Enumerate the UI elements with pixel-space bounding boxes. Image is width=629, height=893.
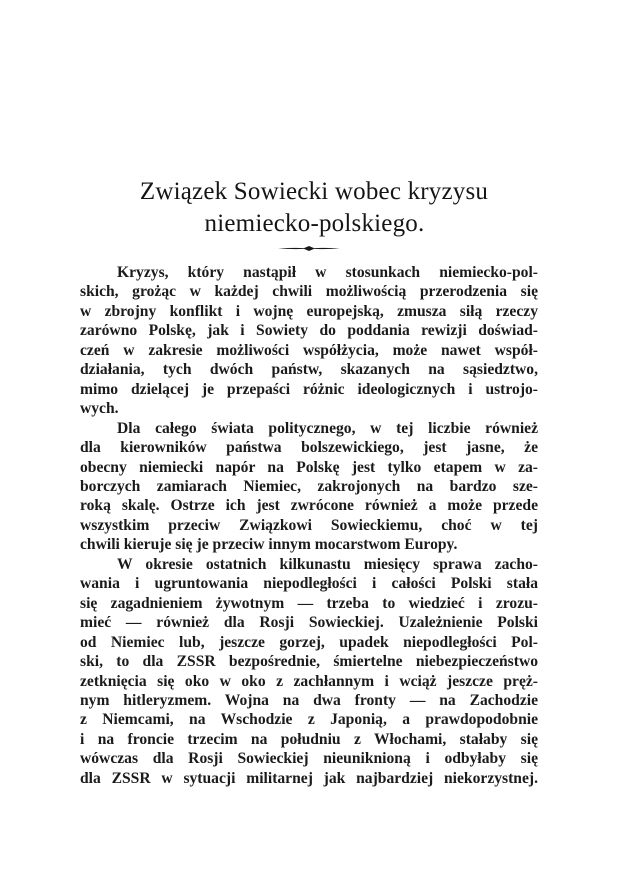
text-line: mimo dzielącej je przepaści różnic ideologicznych i ustrojo- xyxy=(80,380,538,398)
text-line: ski, to dla ZSSR bezpośrednie, śmiertelne niebezpieczeństwo xyxy=(80,653,538,671)
text-line: wówczas dla Rosji Sowieckiej nieuniknioną i odbyłaby się xyxy=(80,750,538,768)
text-line: wania i ugruntowania niepodległości i całości Polski stała xyxy=(80,575,538,593)
text-line: wszystkim przeciw Związkowi Sowieckiemu, choć w tej xyxy=(80,516,538,534)
text-line: skich, grożąc w każdej chwili możliwością przerodzenia się xyxy=(80,283,538,301)
text-line: obecny niemiecki napór na Polskę jest tylko etapem w za- xyxy=(80,458,538,476)
text-line: Kryzys, który nastąpił w stosunkach niemiecko-pol- xyxy=(117,264,538,281)
text-line: wych. xyxy=(80,400,119,418)
body-text xyxy=(80,263,538,788)
text-line: w zbrojny konflikt i wojnę europejską, zmusza siłą rzeczy xyxy=(80,302,538,320)
text-line: W okresie ostatnich kilkunastu miesięcy sprawa zacho- xyxy=(117,555,538,573)
text-line: mieć — również dla Rosji Sowieckiej. Uzależnienie Polski xyxy=(80,614,538,632)
text-line: roką skalę. Ostrze ich jest zwrócone również a może przede xyxy=(80,497,538,515)
text-line: się zagadnieniem żywotnym — trzeba to wiedzieć i zrozu- xyxy=(80,594,538,612)
text-line: z Niemcami, na Wschodzie z Japonią, a prawdopodobnie xyxy=(80,711,538,729)
text-line: od Niemiec lub, jeszcze gorzej, upadek niepodległości Pol- xyxy=(80,633,538,651)
text-line: czeń w zakresie możliwości współżycia, może nawet współ- xyxy=(80,341,538,359)
text-line: Dla całego świata politycznego, w tej liczbie również xyxy=(117,419,538,437)
text-line: dla ZSSR w sytuacji militarnej jak najbardziej niekorzystnej. xyxy=(80,769,538,787)
chapter-title-line-1: Związek Sowiecki wobec kryzysu xyxy=(139,178,489,205)
text-line: i na froncie trzecim na południu z Włochami, stałaby się xyxy=(80,730,538,748)
text-line: działania, tych dwóch państw, skazanych na sąsiedztwo, xyxy=(80,361,538,379)
text-line: nym hitleryzmem. Wojna na dwa fronty — na Zachodzie xyxy=(80,691,538,709)
title-divider-ornament xyxy=(278,245,340,252)
paragraph-1 xyxy=(80,263,538,419)
paragraph-3 xyxy=(80,555,538,788)
text-line: zarówno Polskę, jak i Sowiety do poddania rewizji doświad- xyxy=(80,322,538,340)
chapter-title xyxy=(0,176,629,240)
text-line: chwili kieruje się je przeciw innym mocarstwom Europy. xyxy=(80,536,458,554)
text-line: zetknięcia się oko w oko z zachłannym i wciąż jeszcze pręż- xyxy=(80,672,538,690)
text-line: dla kierowników państwa bolszewickiego, jest jasne, że xyxy=(80,439,538,457)
text-line: borczych zamiarach Niemiec, zakrojonych na bardzo sze- xyxy=(80,477,538,495)
chapter-title-line-2: niemiecko-polskiego. xyxy=(204,210,425,237)
paragraph-2 xyxy=(80,419,538,555)
